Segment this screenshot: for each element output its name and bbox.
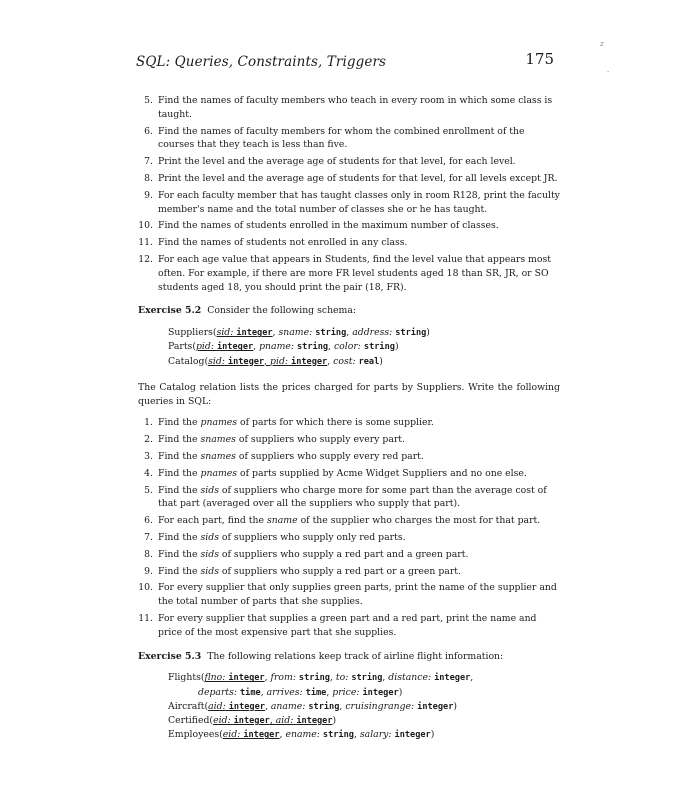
list-item: 7. Find the sids of suppliers who supply only red parts. — [144, 531, 406, 543]
list-item: 2. Find the snames of suppliers who supply every part. — [144, 434, 405, 446]
exercise-label: Exercise 5.3 — [138, 650, 202, 662]
flight-schema-block — [168, 671, 560, 742]
list-item: 3. Find the snames of suppliers who supply every red part. — [144, 450, 424, 462]
list-item: 9. For each faculty member that has taught classes only in room R128, print the faculty member's name and the total number of classes she or he has taught. — [144, 189, 560, 215]
schema-block — [168, 326, 560, 369]
list-item: 1. Find the pnames of parts for which there is some supplier. — [144, 417, 434, 429]
list-item: 5. Find the names of faculty members who teach in every room in which some class is taught. — [144, 95, 553, 120]
exercise-intro: Consider the following schema: — [207, 305, 357, 317]
schema-aircraft: Aircraft(aid: integer, aname: string, cruisingrange: integer) — [168, 700, 458, 712]
query-list-continued — [138, 94, 560, 294]
list-item: 11. For every supplier that supplies a green part and a red part, print the name and price of the most expensive part that she supplies. — [138, 612, 537, 638]
schema-certified: Certified(eid: integer, aid: integer) — [168, 714, 337, 726]
exercise-5-3-heading — [138, 650, 560, 664]
page-header — [136, 50, 554, 76]
list-item: 6. For each part, find the sname of the supplier who charges the most for that part. — [144, 515, 541, 527]
schema-flights: Flights(flno: integer, from: string, to: string, distance: integer, — [168, 672, 474, 684]
exercise-5-2-queries — [138, 416, 560, 639]
exercise-5-2-heading — [138, 304, 560, 318]
page-number: 175 — [525, 50, 554, 68]
schema-employees: Employees(eid: integer, ename: string, salary: integer) — [168, 729, 435, 741]
schema-flights-continued: departs: time, arrives: time, price: integer) — [198, 686, 403, 698]
list-item: 9. Find the sids of suppliers who supply a red part or a green part. — [144, 565, 461, 577]
running-title: SQL: Queries, Constraints, Triggers — [136, 54, 387, 70]
schema-suppliers: Suppliers(sid: integer, sname: string, address: string) — [168, 327, 430, 339]
schema-parts: Parts(pid: integer, pname: string, color: string) — [168, 341, 399, 353]
list-item: 7. Print the level and the average age of students for that level, for each level. — [144, 156, 516, 168]
schema-catalog: Catalog(sid: integer, pid: integer, cost: real) — [168, 355, 383, 367]
list-item: 8. Print the level and the average age of students for that level, for all levels except JR. — [144, 172, 558, 184]
exercise-intro: The following relations keep track of airline flight information: — [207, 650, 504, 662]
list-item: 10. Find the names of students enrolled in the maximum number of classes. — [138, 220, 499, 232]
page-body — [138, 94, 560, 754]
margin-mark: . — [607, 66, 610, 74]
list-item: 8. Find the sids of suppliers who supply a red part and a green part. — [144, 548, 469, 560]
list-item: 5. Find the sids of suppliers who charge more for some part than the average cost of that part (averaged over all the suppliers who supply that part). — [144, 484, 547, 510]
exercise-label: Exercise 5.2 — [138, 305, 202, 317]
list-item: 4. Find the pnames of parts supplied by Acme Widget Suppliers and no one else. — [144, 467, 527, 479]
list-item: 12. For each age value that appears in Students, find the level value that appears most often. For example, if there are more FR level students aged 18 than SR, JR, or SO students aged 18, you should print the pair (18, FR). — [138, 253, 551, 293]
margin-mark: z — [600, 40, 604, 48]
catalog-paragraph: The Catalog relation lists the prices charged for parts by Suppliers. Write the following queries in SQL: — [138, 381, 560, 407]
list-item: 11. Find the names of students not enrolled in any class. — [138, 237, 408, 249]
list-item: 6. Find the names of faculty members for whom the combined enrollment of the courses that they teach is less than five. — [144, 125, 525, 151]
list-item: 10. For every supplier that only supplies green parts, print the name of the supplier and the total number of parts that she supplies. — [138, 582, 557, 608]
